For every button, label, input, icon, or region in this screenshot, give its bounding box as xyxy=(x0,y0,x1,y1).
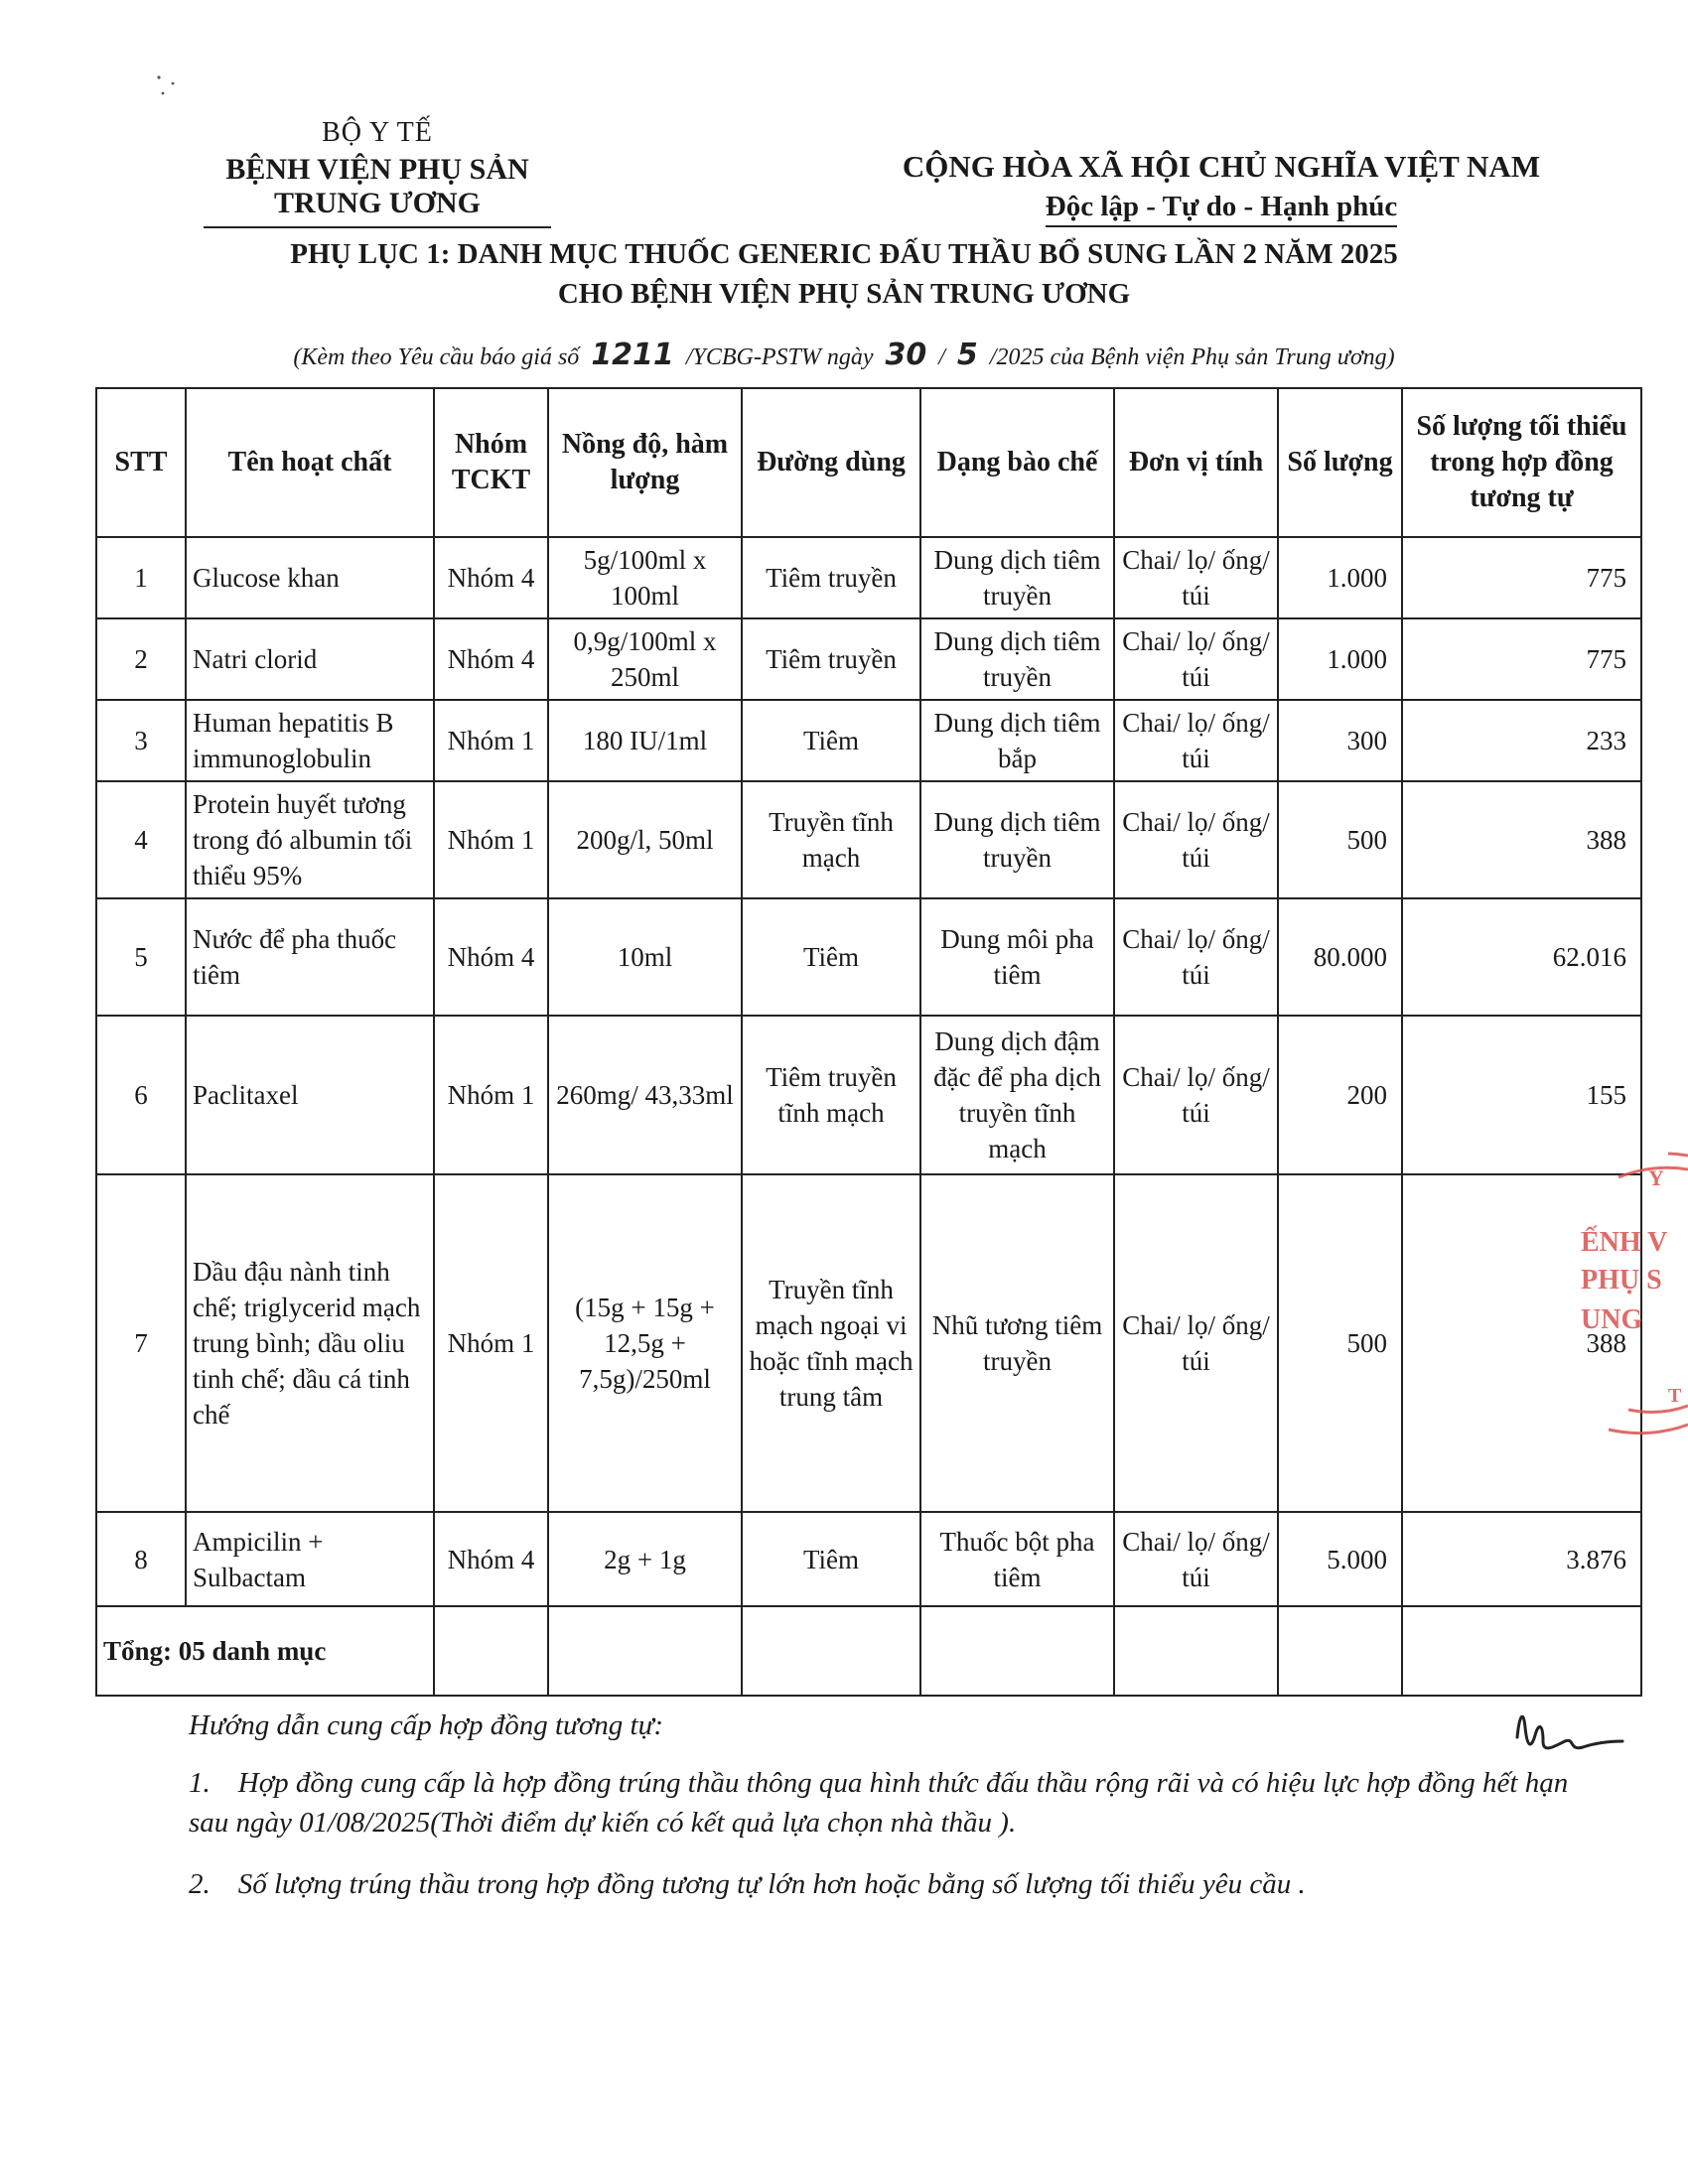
note-number: 2. xyxy=(189,1868,211,1900)
table-row xyxy=(96,618,1641,700)
cell-name: Nước để pha thuốc tiêm xyxy=(186,898,434,1016)
month-handwritten: 5 xyxy=(956,338,978,372)
handwritten-signature xyxy=(1509,1698,1628,1767)
cell-form: Dung môi pha tiêm xyxy=(920,898,1114,1016)
cell-strength: 2g + 1g xyxy=(548,1512,742,1606)
cell-qty: 300 xyxy=(1278,700,1402,781)
col-header-route: Đường dùng xyxy=(742,388,920,537)
cell-stt: 8 xyxy=(96,1512,186,1606)
cell-route: Truyền tĩnh mạch ngoại vi hoặc tĩnh mạch trung tâm xyxy=(742,1174,920,1512)
cell-min-qty: 388 xyxy=(1402,781,1641,898)
stamp-fragment-1: Y xyxy=(1648,1165,1664,1190)
scan-speck-marks xyxy=(149,69,209,99)
cell-min-qty: 3.876 xyxy=(1402,1512,1641,1606)
cell-unit: Chai/ lọ/ ống/ túi xyxy=(1114,781,1278,898)
table-row xyxy=(96,537,1641,618)
col-header-stt: STT xyxy=(96,388,186,537)
note-text: Số lượng trúng thầu trong hợp đồng tương tự lớn hơn hoặc bằng số lượng tối thiểu yêu cầu . xyxy=(237,1868,1306,1900)
cell-strength: 10ml xyxy=(548,898,742,1016)
cell-unit: Chai/ lọ/ ống/ túi xyxy=(1114,1016,1278,1174)
cell-name: Glucose khan xyxy=(186,537,434,618)
stamp-fragment-5: T xyxy=(1668,1385,1682,1407)
title-line-1: PHỤ LỤC 1: DANH MỤC THUỐC GENERIC ĐẤU THẦU BỔ SUNG LẦN 2 NĂM 2025 xyxy=(290,238,1398,270)
note-text: Hợp đồng cung cấp là hợp đồng trúng thầu thông qua hình thức đấu thầu rộng rãi và có hiệu lực hợp đồng hết hạn sau ngày 01/08/2025(Thời điểm dự kiến có kết quả lựa chọn nhà thầu ). xyxy=(189,1767,1569,1839)
cell-group: Nhóm 1 xyxy=(434,1174,548,1512)
cell-route: Tiêm xyxy=(742,898,920,1016)
stamp-fragment-4: UNG xyxy=(1581,1304,1643,1335)
cell-min-qty: 775 xyxy=(1402,537,1641,618)
cell-group: Nhóm 4 xyxy=(434,1512,548,1606)
cell-unit: Chai/ lọ/ ống/ túi xyxy=(1114,700,1278,781)
cell-group: Nhóm 4 xyxy=(434,618,548,700)
cell-group: Nhóm 1 xyxy=(434,781,548,898)
cell-group: Nhóm 4 xyxy=(434,898,548,1016)
col-header-name: Tên hoạt chất xyxy=(186,388,434,537)
table-row xyxy=(96,898,1641,1016)
total-empty-cell xyxy=(1278,1606,1402,1696)
cell-stt: 6 xyxy=(96,1016,186,1174)
cell-form: Nhũ tương tiêm truyền xyxy=(920,1174,1114,1512)
cell-group: Nhóm 1 xyxy=(434,700,548,781)
stamp-fragment-2: ẾNH V xyxy=(1581,1227,1668,1258)
col-header-form: Dạng bào chế xyxy=(920,388,1114,537)
cell-unit: Chai/ lọ/ ống/ túi xyxy=(1114,618,1278,700)
note-item xyxy=(189,1864,1599,1904)
cell-route: Tiêm truyền xyxy=(742,618,920,700)
cell-unit: Chai/ lọ/ ống/ túi xyxy=(1114,537,1278,618)
drug-list-table xyxy=(95,387,1642,1697)
cell-strength: 0,9g/100ml x 250ml xyxy=(548,618,742,700)
total-label: Tổng: 05 danh mục xyxy=(96,1606,434,1696)
cell-group: Nhóm 1 xyxy=(434,1016,548,1174)
day-handwritten: 30 xyxy=(885,338,927,372)
col-header-strength: Nồng độ, hàm lượng xyxy=(548,388,742,537)
cell-stt: 4 xyxy=(96,781,186,898)
cell-unit: Chai/ lọ/ ống/ túi xyxy=(1114,1174,1278,1512)
total-empty-cell xyxy=(742,1606,920,1696)
cell-name: Protein huyết tương trong đó albumin tối thiểu 95% xyxy=(186,781,434,898)
date-separator: / xyxy=(938,344,945,370)
cell-form: Dung dịch tiêm truyền xyxy=(920,618,1114,700)
col-header-qty: Số lượng xyxy=(1278,388,1402,537)
cell-qty: 1.000 xyxy=(1278,618,1402,700)
table-row xyxy=(96,700,1641,781)
table-row xyxy=(96,781,1641,898)
cell-route: Tiêm xyxy=(742,1512,920,1606)
header-left xyxy=(169,117,586,228)
hospital-name: BỆNH VIỆN PHỤ SẢN TRUNG ƯƠNG xyxy=(225,153,529,219)
red-seal-stamp xyxy=(1559,1142,1688,1439)
cell-form: Dung dịch tiêm bắp xyxy=(920,700,1114,781)
table-row xyxy=(96,1016,1641,1174)
cell-stt: 2 xyxy=(96,618,186,700)
header-right xyxy=(874,149,1569,227)
cell-name: Paclitaxel xyxy=(186,1016,434,1174)
cell-unit: Chai/ lọ/ ống/ túi xyxy=(1114,1512,1278,1606)
col-header-group: Nhóm TCKT xyxy=(434,388,548,537)
subtitle-prefix: (Kèm theo Yêu cầu báo giá số xyxy=(293,344,580,370)
ministry-name: BỘ Y TẾ xyxy=(322,117,433,148)
guide-title: Hướng dẫn cung cấp hợp đồng tương tự: xyxy=(189,1709,664,1741)
cell-name: Natri clorid xyxy=(186,618,434,700)
country-name: CỘNG HÒA XÃ HỘI CHỦ NGHĨA VIỆT NAM xyxy=(902,149,1541,184)
cell-stt: 5 xyxy=(96,898,186,1016)
document-subtitle xyxy=(139,338,1549,372)
cell-name: Human hepatitis B immunoglobulin xyxy=(186,700,434,781)
cell-min-qty: 388 xyxy=(1402,1174,1641,1512)
cell-route: Truyền tĩnh mạch xyxy=(742,781,920,898)
header-rule xyxy=(204,226,551,228)
cell-form: Thuốc bột pha tiêm xyxy=(920,1512,1114,1606)
cell-strength: 5g/100ml x 100ml xyxy=(548,537,742,618)
title-line-2: CHO BỆNH VIỆN PHỤ SẢN TRUNG ƯƠNG xyxy=(557,278,1131,310)
total-empty-cell xyxy=(1402,1606,1641,1696)
cell-qty: 200 xyxy=(1278,1016,1402,1174)
col-header-min-qty: Số lượng tối thiểu trong hợp đồng tương tự xyxy=(1402,388,1641,537)
cell-stt: 7 xyxy=(96,1174,186,1512)
table-total-row xyxy=(96,1606,1641,1696)
cell-min-qty: 775 xyxy=(1402,618,1641,700)
cell-group: Nhóm 4 xyxy=(434,537,548,618)
total-empty-cell xyxy=(434,1606,548,1696)
cell-form: Dung dịch đậm đặc để pha dịch truyền tĩnh mạch xyxy=(920,1016,1114,1174)
cell-route: Tiêm xyxy=(742,700,920,781)
cell-name: Ampicilin + Sulbactam xyxy=(186,1512,434,1606)
note-number: 1. xyxy=(189,1767,211,1799)
cell-qty: 80.000 xyxy=(1278,898,1402,1016)
cell-qty: 5.000 xyxy=(1278,1512,1402,1606)
cell-qty: 500 xyxy=(1278,1174,1402,1512)
motto: Độc lập - Tự do - Hạnh phúc xyxy=(1046,191,1398,227)
table-header-row xyxy=(96,388,1641,537)
total-empty-cell xyxy=(920,1606,1114,1696)
subtitle-suffix: /2025 của Bệnh viện Phụ sản Trung ương) xyxy=(989,344,1395,370)
cell-min-qty: 233 xyxy=(1402,700,1641,781)
cell-qty: 500 xyxy=(1278,781,1402,898)
request-number-handwritten: 1211 xyxy=(591,338,674,372)
cell-strength: 200g/l, 50ml xyxy=(548,781,742,898)
cell-stt: 1 xyxy=(96,537,186,618)
cell-stt: 3 xyxy=(96,700,186,781)
note-item xyxy=(189,1763,1599,1843)
total-empty-cell xyxy=(1114,1606,1278,1696)
cell-strength: (15g + 15g + 12,5g + 7,5g)/250ml xyxy=(548,1174,742,1512)
cell-strength: 180 IU/1ml xyxy=(548,700,742,781)
cell-name: Dầu đậu nành tinh chế; triglycerid mạch trung bình; dầu oliu tinh chế; dầu cá tinh chế xyxy=(186,1174,434,1512)
subtitle-mid: /YCBG-PSTW ngày xyxy=(685,344,874,370)
table-row xyxy=(96,1174,1641,1512)
table-row xyxy=(96,1512,1641,1606)
guide-notes xyxy=(189,1763,1599,1926)
cell-qty: 1.000 xyxy=(1278,537,1402,618)
document-title xyxy=(139,234,1549,314)
cell-strength: 260mg/ 43,33ml xyxy=(548,1016,742,1174)
cell-min-qty: 62.016 xyxy=(1402,898,1641,1016)
cell-unit: Chai/ lọ/ ống/ túi xyxy=(1114,898,1278,1016)
stamp-fragment-3: PHỤ S xyxy=(1581,1265,1662,1296)
total-empty-cell xyxy=(548,1606,742,1696)
cell-min-qty: 155 xyxy=(1402,1016,1641,1174)
cell-form: Dung dịch tiêm truyền xyxy=(920,537,1114,618)
cell-form: Dung dịch tiêm truyền xyxy=(920,781,1114,898)
cell-route: Tiêm truyền xyxy=(742,537,920,618)
col-header-unit: Đơn vị tính xyxy=(1114,388,1278,537)
cell-route: Tiêm truyền tĩnh mạch xyxy=(742,1016,920,1174)
